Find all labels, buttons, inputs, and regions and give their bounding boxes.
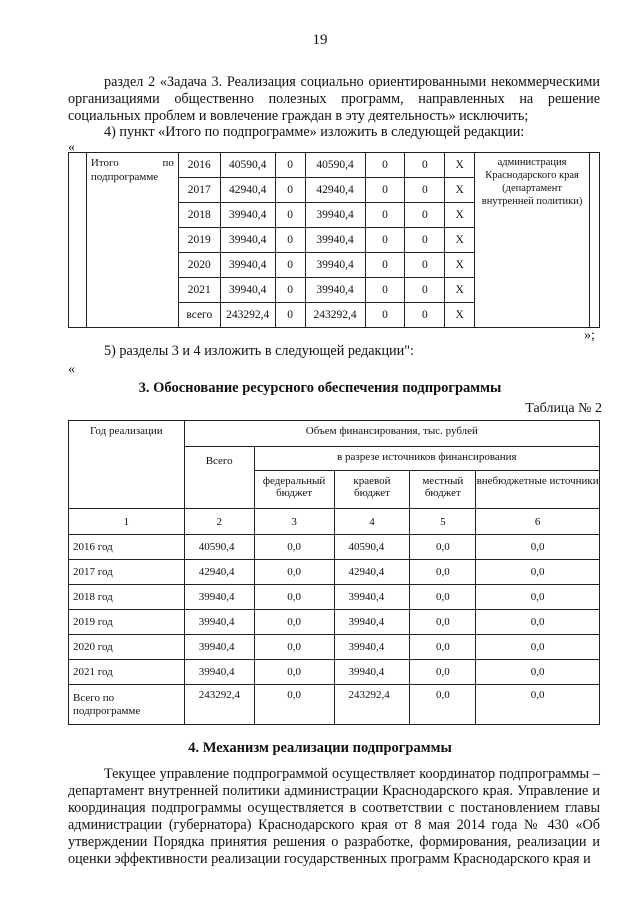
final-paragraph: Текущее управление подпрограммой осуществляет координатор подпрограммы – департамент внутренней политики администрации Краснодарского края. Управление и координация подпрограммы осуществляется в соответствии с постановлением главы администрации (губернатора) Краснодарского края от 8 мая 2014 года № 430 «Об утверждении Порядка принятия решения о разработке, формирования, реализации и оценки эффективности реализации государственных программ Краснодарского края и: [68, 766, 600, 867]
resource-table: [68, 420, 600, 725]
t2-total: 42940,4: [184, 560, 254, 585]
t2-colnum: 5: [410, 509, 476, 535]
t1-loc: 0: [365, 228, 405, 253]
t1-year: 2018: [178, 203, 220, 228]
t1-fed: 0: [275, 178, 305, 203]
section-4-title: 4. Механизм реализации подпрограммы: [188, 740, 452, 756]
t2-total: 39940,4: [184, 585, 254, 610]
table-row: [69, 635, 600, 660]
t1-total: 39940,4: [220, 203, 275, 228]
table-row: [69, 660, 600, 685]
t1-loc: 0: [365, 303, 405, 328]
t2-loc: 0,0: [410, 635, 476, 660]
t2-reg: 39940,4: [334, 635, 410, 660]
t2-header-loc: местный бюджет: [410, 471, 476, 509]
t1-loc: 0: [365, 203, 405, 228]
t2-header-total: Всего: [184, 447, 254, 509]
t2-ext: 0,0: [476, 660, 600, 685]
t2-colnum: 1: [69, 509, 185, 535]
t1-fed: 0: [275, 278, 305, 303]
t1-ext: 0: [405, 228, 445, 253]
t1-ext: 0: [405, 153, 445, 178]
t2-row-label: 2020 год: [69, 635, 185, 660]
t2-colnum: 2: [184, 509, 254, 535]
table-row: [69, 585, 600, 610]
item-4-text: 4) пункт «Итого по подпрограмме» изложить в следующей редакции:: [104, 124, 525, 140]
t1-ext: 0: [405, 178, 445, 203]
t1-total: 40590,4: [220, 153, 275, 178]
t2-reg: 39940,4: [334, 660, 410, 685]
t1-fed: 0: [275, 203, 305, 228]
t2-fed: 0,0: [254, 535, 334, 560]
t2-header-sources: в разрезе источников финансирования: [254, 447, 599, 471]
t1-ext: 0: [405, 253, 445, 278]
table-row: [69, 610, 600, 635]
t1-total: 39940,4: [220, 253, 275, 278]
subprogram-total-table: [68, 152, 600, 328]
t2-fed: 0,0: [254, 635, 334, 660]
t1-ext: 0: [405, 303, 445, 328]
t1-reg: 40590,4: [305, 153, 365, 178]
t1-mark: X: [445, 303, 475, 328]
t1-loc: 0: [365, 278, 405, 303]
t1-year: 2021: [178, 278, 220, 303]
t2-reg: 42940,4: [334, 560, 410, 585]
t1-fed: 0: [275, 303, 305, 328]
t2-total: 40590,4: [184, 535, 254, 560]
t1-year: всего: [178, 303, 220, 328]
t1-year: 2020: [178, 253, 220, 278]
item-5-text: 5) разделы 3 и 4 изложить в следующей редакции":: [104, 343, 414, 359]
label-po: по: [162, 157, 174, 169]
t1-total: 39940,4: [220, 278, 275, 303]
t2-colnum: 4: [334, 509, 410, 535]
t1-ext: 0: [405, 278, 445, 303]
t1-year: 2019: [178, 228, 220, 253]
t2-fed: 0,0: [254, 560, 334, 585]
t1-reg: 39940,4: [305, 278, 365, 303]
t2-total: 243292,4: [184, 685, 254, 725]
t1-responsible: администрация Краснодарского края (департамент внутренней политики): [475, 153, 590, 328]
t1-year: 2016: [178, 153, 220, 178]
quote-close-1: »;: [584, 328, 595, 343]
t2-loc: 0,0: [410, 685, 476, 725]
label-podprogramme: подпрограмме: [90, 171, 159, 183]
table-row: [69, 685, 600, 725]
t2-row-label: 2018 год: [69, 585, 185, 610]
table-row: [69, 560, 600, 585]
t1-total: 243292,4: [220, 303, 275, 328]
intro-paragraph: раздел 2 «Задача 3. Реализация социально ориентированными некоммерческими организациями общественно полезных программ, направленных на решение социальных проблем и вовлечение граждан в эту деятельность» исключить;: [68, 74, 600, 124]
table1-blank-end: [589, 153, 599, 328]
t2-loc: 0,0: [410, 660, 476, 685]
table-row: [69, 535, 600, 560]
t1-fed: 0: [275, 153, 305, 178]
t2-fed: 0,0: [254, 610, 334, 635]
t2-ext: 0,0: [476, 635, 600, 660]
t2-row-label: 2021 год: [69, 660, 185, 685]
t2-ext: 0,0: [476, 685, 600, 725]
t2-reg: 40590,4: [334, 535, 410, 560]
t1-fed: 0: [275, 253, 305, 278]
table1-row: [69, 153, 600, 178]
page-number: 19: [312, 32, 328, 48]
t2-colnum: 6: [476, 509, 600, 535]
t1-mark: X: [445, 178, 475, 203]
t2-loc: 0,0: [410, 535, 476, 560]
t2-loc: 0,0: [410, 610, 476, 635]
t2-header-fed: федеральный бюджет: [254, 471, 334, 509]
t2-row-label: Всего по подпрограмме: [69, 685, 185, 725]
table1-label-cell: [86, 153, 178, 328]
t2-reg: 39940,4: [334, 585, 410, 610]
t2-row-label: 2019 год: [69, 610, 185, 635]
quote-open-2: «: [68, 362, 75, 377]
t2-header-year: Год реализации: [69, 421, 185, 509]
t2-ext: 0,0: [476, 610, 600, 635]
t2-row-label: 2016 год: [69, 535, 185, 560]
t1-reg: 39940,4: [305, 203, 365, 228]
t2-reg: 39940,4: [334, 610, 410, 635]
t2-header-ext: внебюджетные источники: [476, 471, 600, 509]
t2-loc: 0,0: [410, 560, 476, 585]
t2-colnum: 3: [254, 509, 334, 535]
t2-loc: 0,0: [410, 585, 476, 610]
section-3-title: 3. Обоснование ресурсного обеспечения подпрограммы: [138, 380, 502, 396]
t2-header-reg: краевой бюджет: [334, 471, 410, 509]
t1-reg: 39940,4: [305, 253, 365, 278]
t2-reg: 243292,4: [334, 685, 410, 725]
t1-mark: X: [445, 278, 475, 303]
t1-ext: 0: [405, 203, 445, 228]
t1-fed: 0: [275, 228, 305, 253]
t2-fed: 0,0: [254, 685, 334, 725]
t1-reg: 42940,4: [305, 178, 365, 203]
t1-year: 2017: [178, 178, 220, 203]
t1-mark: X: [445, 153, 475, 178]
table-caption: Таблица № 2: [525, 401, 602, 416]
t2-ext: 0,0: [476, 585, 600, 610]
t2-total: 39940,4: [184, 635, 254, 660]
t1-loc: 0: [365, 153, 405, 178]
t2-header-volume: Объем финансирования, тыс. рублей: [184, 421, 599, 447]
table1-blank-cell: [69, 153, 87, 328]
t1-loc: 0: [365, 253, 405, 278]
t1-loc: 0: [365, 178, 405, 203]
label-itogo: Итого: [90, 157, 119, 169]
t1-reg: 243292,4: [305, 303, 365, 328]
t2-fed: 0,0: [254, 660, 334, 685]
t1-mark: X: [445, 253, 475, 278]
t1-total: 39940,4: [220, 228, 275, 253]
t1-total: 42940,4: [220, 178, 275, 203]
t1-mark: X: [445, 203, 475, 228]
t2-fed: 0,0: [254, 585, 334, 610]
t2-total: 39940,4: [184, 660, 254, 685]
quote-open-1: «: [68, 140, 75, 155]
t2-row-label: 2017 год: [69, 560, 185, 585]
t2-ext: 0,0: [476, 560, 600, 585]
t2-total: 39940,4: [184, 610, 254, 635]
t1-mark: X: [445, 228, 475, 253]
t1-reg: 39940,4: [305, 228, 365, 253]
t2-ext: 0,0: [476, 535, 600, 560]
